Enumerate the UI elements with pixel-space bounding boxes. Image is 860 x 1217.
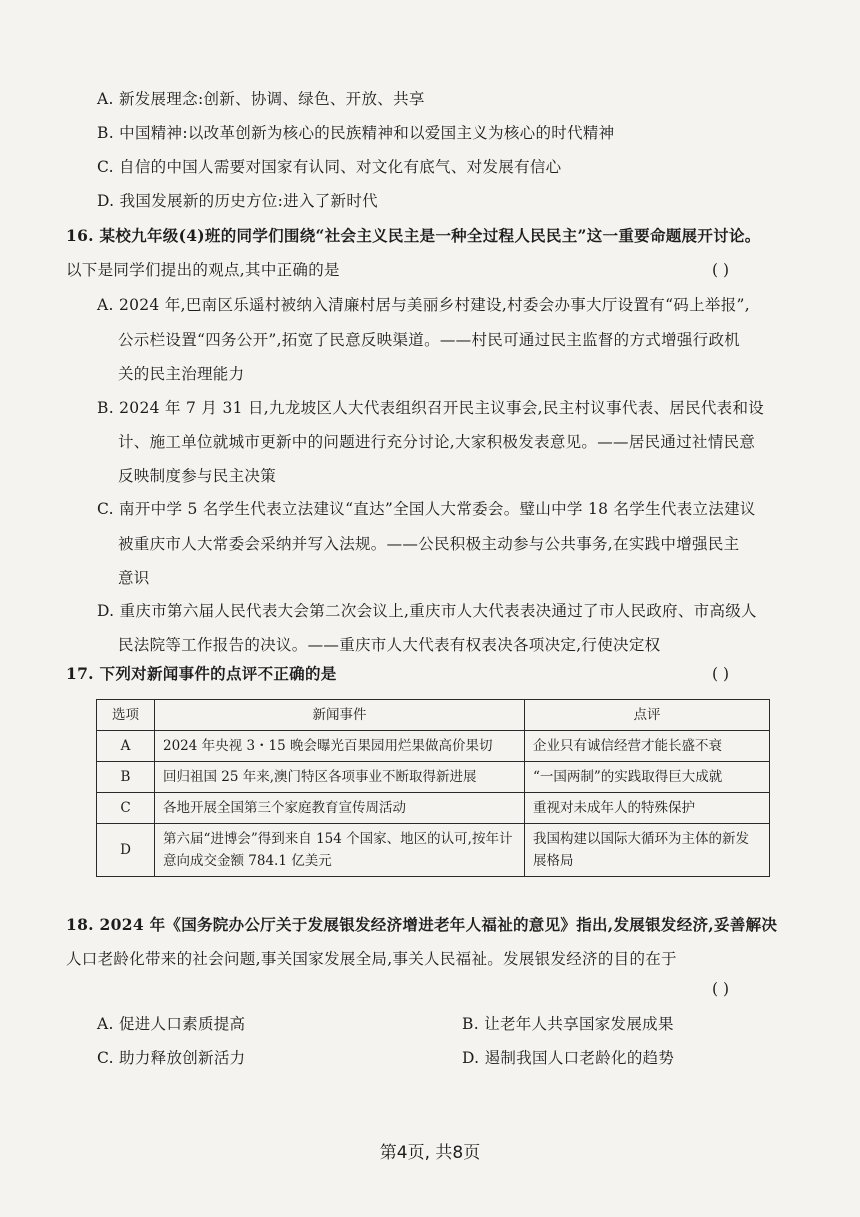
row-comment: 企业只有诚信经营才能长盛不衰 xyxy=(525,731,770,762)
q18-option-d: D. 遏制我国人口老龄化的趋势 xyxy=(462,1049,675,1067)
row-news-event: 2024 年央视 3・15 晚会曝光百果园用烂果做高价果切 xyxy=(155,731,525,762)
q18-stem-line2: 人口老龄化带来的社会问题,事关国家发展全局,事关人民福祉。发展银发经济的目的在于 xyxy=(66,950,677,968)
q18-answer-blank: ( ) xyxy=(712,980,730,998)
q18-stem-line1: 18. 2024 年《国务院办公厅关于发展银发经济增进老年人福祉的意见》指出,发展银发经济,妥善解决 xyxy=(66,915,778,934)
q16-option-c-line3: 意识 xyxy=(118,569,150,587)
header-news-event: 新闻事件 xyxy=(155,700,525,731)
q16-stem-line1: 16. 某校九年级(4)班的同学们围绕“社会主义民主是一种全过程人民民主”这一重要命题展开讨论。 xyxy=(66,226,761,245)
q15-option-d: D. 我国发展新的历史方位:进入了新时代 xyxy=(97,192,378,210)
table-row xyxy=(97,762,770,793)
q16-option-a-line3: 关的民主治理能力 xyxy=(118,365,245,383)
q16-option-b-line2: 计、施工单位就城市更新中的问题进行充分讨论,大家积极发表意见。——居民通过社情民意 xyxy=(118,433,756,451)
q17-answer-blank: ( ) xyxy=(712,665,730,683)
q16-option-a-line2: 公示栏设置“四务公开”,拓宽了民意反映渠道。——村民可通过民主监督的方式增强行政机 xyxy=(118,331,741,349)
table-row xyxy=(97,793,770,824)
page-number: 第4页, 共8页 xyxy=(379,1143,481,1163)
q16-answer-blank: ( ) xyxy=(712,261,730,279)
q18-option-b: B. 让老年人共享国家发展成果 xyxy=(462,1015,674,1033)
q18-option-c: C. 助力释放创新活力 xyxy=(97,1049,246,1067)
q16-stem-line2: 以下是同学们提出的观点,其中正确的是 xyxy=(66,261,340,279)
row-option: C xyxy=(97,793,155,824)
news-table xyxy=(96,699,770,877)
row-comment: 重视对未成年人的特殊保护 xyxy=(525,793,770,824)
row-comment: 我国构建以国际大循环为主体的新发展格局 xyxy=(525,824,770,877)
q16-option-b-line1: B. 2024 年 7 月 31 日,九龙坡区人大代表组织召开民主议事会,民主村议事代表、居民代表和设 xyxy=(97,399,765,417)
row-comment: “一国两制”的实践取得巨大成就 xyxy=(525,762,770,793)
header-comment: 点评 xyxy=(525,700,770,731)
table-row xyxy=(97,731,770,762)
q15-option-c: C. 自信的中国人需要对国家有认同、对文化有底气、对发展有信心 xyxy=(97,158,562,176)
q18-option-a: A. 促进人口素质提高 xyxy=(97,1015,246,1033)
q15-option-b: B. 中国精神:以改革创新为核心的民族精神和以爱国主义为核心的时代精神 xyxy=(97,124,615,142)
row-news-event: 回归祖国 25 年来,澳门特区各项事业不断取得新进展 xyxy=(155,762,525,793)
q15-option-a: A. 新发展理念:创新、协调、绿色、开放、共享 xyxy=(97,90,425,108)
q17-stem: 17. 下列对新闻事件的点评不正确的是 xyxy=(66,664,337,683)
q16-option-b-line3: 反映制度参与民主决策 xyxy=(118,467,277,485)
q16-option-a-line1: A. 2024 年,巴南区乐遥村被纳入清廉村居与美丽乡村建设,村委会办事大厅设置有“码上举报”, xyxy=(97,296,750,314)
header-option: 选项 xyxy=(97,700,155,731)
q16-option-d-line1: D. 重庆市第六届人民代表大会第二次会议上,重庆市人大代表表决通过了市人民政府、市高级人 xyxy=(97,602,757,620)
row-option: D xyxy=(97,824,155,877)
row-news-event: 第六届“进博会”得到来自 154 个国家、地区的认可,按年计意向成交金额 784.1 亿美元 xyxy=(155,824,525,877)
q16-option-c-line2: 被重庆市人大常委会采纳并写入法规。——公民积极主动参与公共事务,在实践中增强民主 xyxy=(118,535,740,553)
row-option: A xyxy=(97,731,155,762)
q16-option-d-line2: 民法院等工作报告的决议。——重庆市人大代表有权表决各项决定,行使决定权 xyxy=(118,636,661,654)
q16-option-c-line1: C. 南开中学 5 名学生代表立法建议“直达”全国人大常委会。璧山中学 18 名学生代表立法建议 xyxy=(97,500,756,518)
table-row xyxy=(97,824,770,877)
row-news-event: 各地开展全国第三个家庭教育宣传周活动 xyxy=(155,793,525,824)
row-option: B xyxy=(97,762,155,793)
table-header-row xyxy=(97,700,770,731)
